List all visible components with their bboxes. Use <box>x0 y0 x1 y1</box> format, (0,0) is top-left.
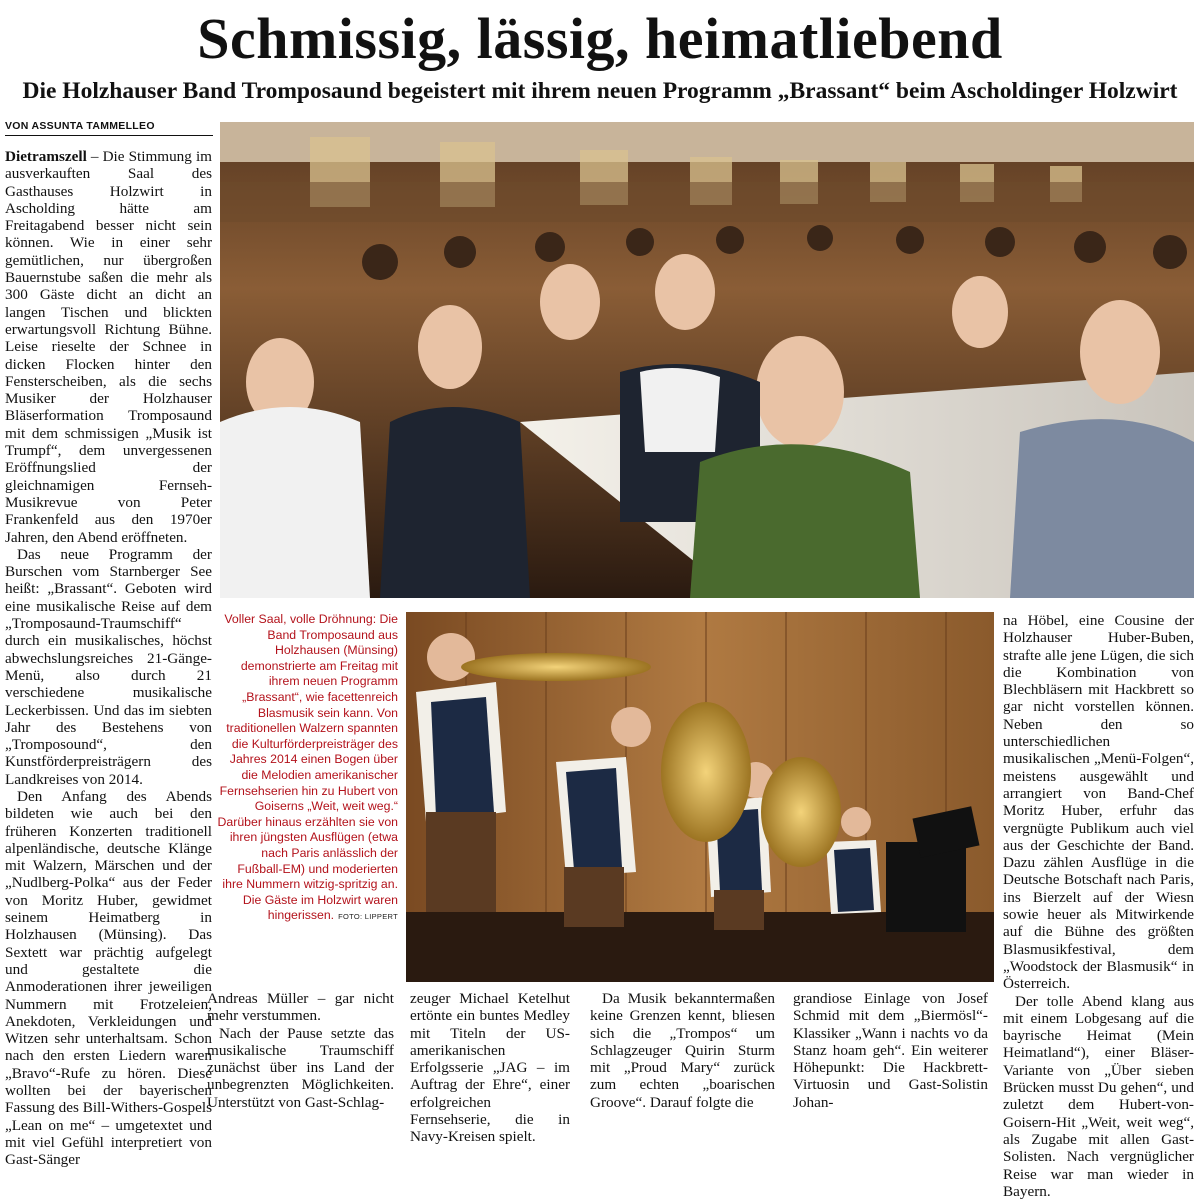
paragraph-text: – Die Stimmung im ausverkauften Saal des Gasthauses Holzwirt in Ascholding hätte am Freitagabend besser nicht sein können. Wie in einer sehr gemütlichen, nur übergroßen Bauernstube saßen die mehr als 300 Gäste dicht an dicht an langen Tischen und blickten erwartungsvoll Richtung Bühne. Leise rieselte der Schnee in dicken Flocken hinter den Fensterscheiben, als die sechs Musiker der Holzhauser Bläserformation Tromposaund mit dem schmissigen „Musik ist Trumpf“, dem unvergessenen Eröffnungslied der gleichnamigen Fernseh-Musikrevue von Peter Frankenfeld aus den 1970er Jahren, den Abend eröffneten. <box>5 148 212 546</box>
paragraph: Nach der Pause setzte das musikalische Traumschiff zunächst über ins Land der unbegrenzten Möglichkeiten. Unterstützt von Gast-Schlag- <box>207 1024 394 1111</box>
paragraph: zeuger Michael Ketelhut ertönte ein buntes Medley mit Titeln der US-amerikanischen Erfolgsserie „JAG – im Auftrag der Ehre“, einer erfolgreichen Fernsehserie, die in Navy-Kreisen spielt. <box>410 990 570 1146</box>
headline: Schmissig, lässig, heimatliebend <box>197 6 1003 71</box>
audience-photo <box>220 122 1194 598</box>
paragraph: Der tolle Abend klang aus mit einem Lobgesang auf die bayrische Heimat (Mein Heimatland“), einer Bläser-Variante von „Über sieben Brücken musst Du gehen“, und zuletzt dem Hubert-von-Goisern-Hit „Weit, weit weg“, als Zugabe mit allen Gast-Solisten. Nach vergnüglicher Reise war man wieder in Bayern. <box>1003 992 1194 1200</box>
byline: VON ASSUNTA TAMMELLEO <box>5 120 213 136</box>
article-column-3 <box>410 990 570 1146</box>
photo-caption <box>217 612 398 982</box>
article-column-6 <box>1003 612 1194 1200</box>
paragraph: Andreas Müller – gar nicht mehr verstummen. <box>207 990 394 1025</box>
brass-band-photo <box>406 612 994 982</box>
paragraph: Den Anfang des Abends bildeten wie auch bei den früheren Konzerten traditionell alpenländische, deutsche Klänge mit Walzern, Märschen und der „Nudlberg-Polka“ aus der Feder von Moritz Huber, gewidmet seinem Heimatberg in Holzhausen (Münsing). Das Sextett war prächtig aufgelegt und gestaltete die Anmoderationen ihrer jeweiligen Nummern mit Frotzeleien, Anekdoten, Verkleidungen und Witzen sehr unterhaltsam. Schon nach den ersten Liedern waren „Bravo“-Rufe zu hören. Diese wollten bei der bayerischen Fassung des Bill-Withers-Gospels „Lean on me“ – umgetextet und mit viel Gefühl interpretiert von Gast-Sänger <box>5 787 212 1169</box>
caption-text: Voller Saal, volle Dröhnung: Die Band Tromposaund aus Holzhausen (Münsing) demonstrierte am Freitag mit ihrem neuen Programm „Brassant“, wie facettenreich Blasmusik sein kann. Von traditionellen Walzern spannten die Kulturförderpreisträger des Jahres 2014 einen Bogen über die Melodien amerikanischer Fernsehserien hin zu Hubert von Goiserns „Weit, weit weg.“ Darüber hinaus erzählten sie von ihren jüngsten Ausflügen (etwa nach Paris anlässlich der Fußball-EM) und moderierten ihre Nummern witzig-spritzig an. Die Gäste im Holzwirt waren hingerissen. <box>217 612 398 923</box>
article-column-4 <box>590 990 775 1112</box>
paragraph: na Höbel, eine Cousine der Holzhauser Huber-Buben, strafte alle jene Lügen, die sich die Kombination von Blechbläsern mit Hackbrett so gar nicht vorstellen können. Neben den so unterschiedlichen musikalischen „Menü-Folgen“, meistens ausgewählt und arrangiert von Band-Chef Moritz Huber, erfuhr das vergnügte Publikum auch viel aus der Geschichte der Band. Dazu zählen Ausflüge in die Deutsche Botschaft nach Paris, ins Bierzelt auf der Wiesn sowie heuer als Mitwirkende auf die Bühne des größten Blasmusikfestival, dem „Woodstock der Blasmusik“ in Österreich. <box>1003 612 1194 993</box>
paragraph: grandiose Einlage von Josef Schmid mit dem „Biermösl“-Klassiker „Wann i nachts vo da Stanz hoam geh“. Ein weiterer Höhepunkt: Die Hackbrett-Virtuosin und Gast-Solistin Johan- <box>793 990 988 1111</box>
photo-credit: FOTO: LIPPERT <box>338 912 398 922</box>
article-column-2 <box>207 990 394 1112</box>
paragraph: Das neue Programm der Burschen vom Starnberger See heißt: „Brassant“. Geboten wird eine musikalische Reise auf dem „Tromposaund-Traumschiff“ durch ein musikalisches, höchst abwechslungsreiches 21-Gänge-Menü, also durch 21 verschiedene musikalische Leckerbissen. Und das im siebten Jahr des Bestehens von „Tromposound“, den Kunstförderpreisträgern des Landkreises von 2014. <box>5 545 212 788</box>
subheadline: Die Holzhauser Band Tromposaund begeistert mit ihrem neuen Programm „Brassant“ beim Ascholdinger Holzwirt <box>22 78 1178 104</box>
article-column-1 <box>5 148 212 1169</box>
paragraph: Da Musik bekanntermaßen keine Grenzen kennt, bliesen sich die „Trompos“ um Schlagzeuger Quirin Sturm mit „Proud Mary“ zurück zum echten „boarischen Groove“. Darauf folgte die <box>590 990 775 1111</box>
dateline: Dietramszell <box>5 148 87 165</box>
paragraph <box>5 148 212 546</box>
article-column-5 <box>793 990 988 1112</box>
